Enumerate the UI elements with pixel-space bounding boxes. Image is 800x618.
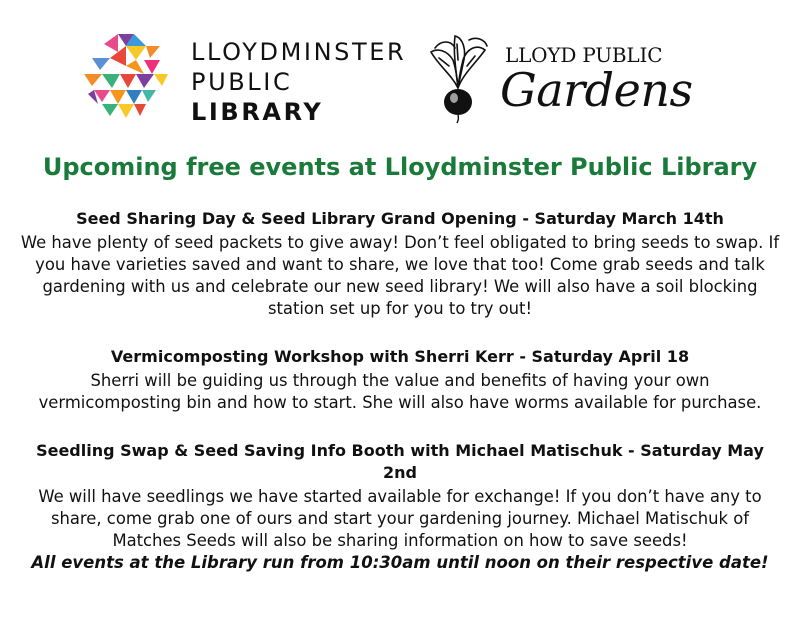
event-description: Sherri will be guiding us through the value and benefits of having your own vermicomposting bin and how to start. She will also have worms available for purchase. [38,371,762,412]
event-heading: Seed Sharing Day & Seed Library Grand Opening - Saturday March 14th [76,209,724,228]
event-description: We will have seedlings we have started available for exchange! If you don’t have any to share, come grab one of ours and start your gardening journey. Michael Matischuk of Matches Seeds will also be sharing information on how to save seeds! [38,487,762,550]
library-logo-icon [84,32,176,124]
beet-icon [425,30,491,124]
event-item [20,346,780,414]
footer-note: All events at the Library run from 10:30am until noon on their respective date! [31,553,769,572]
logo-header [0,0,800,135]
library-wordmark-line1: LLOYDMINSTER [191,38,407,66]
page-title: Upcoming free events at Lloydminster Public Library [42,153,758,181]
library-wordmark [191,37,406,127]
event-heading: Vermicomposting Workshop with Sherri Kerr - Saturday April 18 [110,347,690,366]
event-heading: Seedling Swap & Seed Saving Info Booth with Michael Matischuk - Saturday May 2nd [36,441,764,482]
event-item [20,208,780,320]
library-wordmark-line3: LIBRARY [191,98,324,126]
event-item [20,440,780,552]
gardens-wordmark-small: LLOYD PUBLIC [505,43,663,67]
gardens-wordmark-big: Gardens [500,63,693,117]
event-description: We have plenty of seed packets to give away! Don’t feel obligated to bring seeds to swap. If you have varieties saved and want to share, we love that too! Come grab seeds and talk gardening with us and celebrate our new seed library! We will also have a soil blocking station set up for you to try out! [20,233,780,318]
library-wordmark-line2: PUBLIC [191,68,293,96]
